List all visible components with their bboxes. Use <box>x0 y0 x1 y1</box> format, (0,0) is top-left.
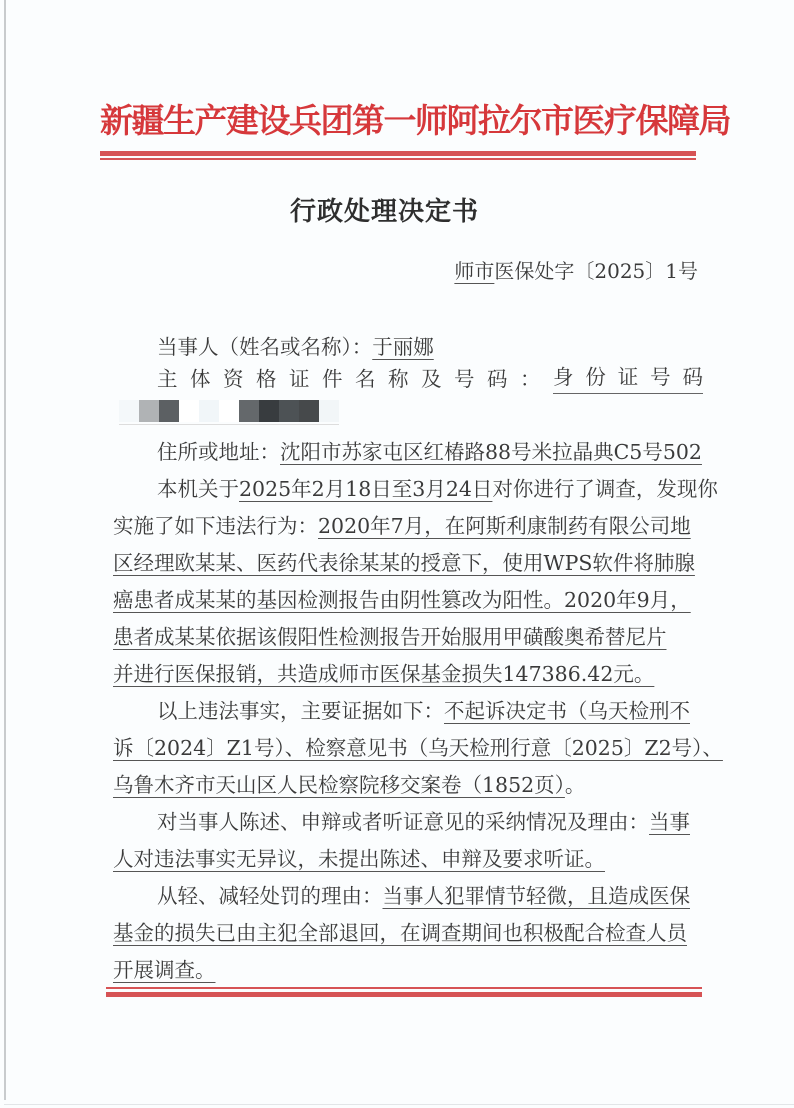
facts-line-6 <box>113 656 703 693</box>
id-label-char: 件 <box>322 367 343 391</box>
id-number-row <box>113 395 703 435</box>
facts-line-5 <box>113 619 703 656</box>
evidence-line-1 <box>113 693 703 730</box>
mitigation-text: 当事人犯罪情节轻微，且造成医保 <box>382 884 690 908</box>
mitigation-text: 开展调查。 <box>113 958 216 982</box>
statement-text: 人对违法事实无异议，未提出陈述、申辩及要求听证。 <box>113 847 605 871</box>
party-id-row <box>113 363 703 395</box>
facts-line-1 <box>113 471 718 508</box>
mitigation-line-1 <box>113 878 703 915</box>
violation-text: 患者成某某依据该假阳性检测报告开始服用甲磺酸奥希替尼片 <box>113 625 667 649</box>
document-number-rest: 医保处字〔2025〕1号 <box>494 259 698 283</box>
party-info <box>113 331 703 435</box>
id-label-char: 码 <box>487 367 508 391</box>
id-label-char: 资 <box>223 367 244 391</box>
evidence-text: 不起诉决定书（乌天检刑不 <box>444 699 690 723</box>
facts-text: 对你进行了调查，发现你 <box>492 477 718 501</box>
page-edge-shadow <box>4 0 6 1100</box>
id-label-char: 名 <box>355 367 376 391</box>
id-label-char: 格 <box>256 367 277 391</box>
id-value-char: 身 <box>553 365 574 389</box>
id-label-char: ： <box>520 367 541 391</box>
document-number <box>454 255 698 287</box>
document-body <box>113 434 723 989</box>
party-name-value: 于丽娜 <box>372 335 434 359</box>
id-value-char: 码 <box>682 365 703 389</box>
evidence-text: 乌鲁木齐市天山区人民检察院移交案卷（1852页） <box>113 773 565 797</box>
party-name-row <box>113 331 703 363</box>
id-label-char: 称 <box>388 367 409 391</box>
party-name-label: 当事人（姓名或名称）： <box>157 335 373 359</box>
footer-rule-thin <box>106 987 702 989</box>
document-title: 行政处理决定书 <box>290 197 480 227</box>
mitigation-label: 从轻、减轻处罚的理由： <box>157 884 383 908</box>
statement-label: 对当事人陈述、申辩或者听证意见的采纳情况及理由： <box>157 810 649 834</box>
evidence-text: 诉〔2024〕Z1号）、检察意见书（乌天检刑行意〔2025〕Z2号）、 <box>113 736 723 760</box>
facts-line-2 <box>113 508 703 545</box>
statement-line-1 <box>113 804 703 841</box>
id-number-redacted <box>119 400 339 425</box>
id-label-char: 主 <box>157 367 178 391</box>
id-label-char: 及 <box>421 367 442 391</box>
facts-line-3 <box>113 545 703 582</box>
address-row <box>113 434 703 471</box>
punctuation: 。 <box>564 773 586 797</box>
evidence-line-2 <box>113 730 723 767</box>
footer-rule-thick <box>106 992 702 997</box>
violation-text: 癌患者成某某的基因检测报告由阴性篡改为阳性。2020年9月， <box>113 588 691 612</box>
address-label: 住所或地址： <box>157 440 280 464</box>
statement-line-2 <box>113 841 703 878</box>
violation-text: 并进行医保报销，共造成师市医保基金损失147386.42元。 <box>113 662 655 686</box>
id-label-char: 证 <box>289 367 310 391</box>
evidence-label: 以上违法事实，主要证据如下： <box>157 699 444 723</box>
evidence-line-3 <box>113 767 703 804</box>
investigation-dates: 2025年2月18日至3月24日 <box>239 477 493 501</box>
organization-header: 新疆生产建设兵团第一师阿拉尔市医疗保障局 <box>100 101 730 140</box>
page-edge-bottom <box>4 1104 794 1105</box>
id-type-value <box>553 363 703 394</box>
facts-text: 本机关于 <box>157 477 239 501</box>
statement-text: 当事 <box>649 810 690 834</box>
facts-line-4 <box>113 582 703 619</box>
id-label-char: 号 <box>454 367 475 391</box>
violation-text: 区经理欧某某、医药代表徐某某的授意下，使用WPS软件将肺腺 <box>113 551 695 575</box>
id-value-char: 份 <box>585 365 606 389</box>
facts-text: 实施了如下违法行为： <box>113 514 318 538</box>
mitigation-line-2 <box>113 915 703 952</box>
id-label-char: 体 <box>190 367 211 391</box>
id-value-char: 号 <box>650 365 671 389</box>
address-value: 沈阳市苏家屯区红椿路88号米拉晶典C5号502 <box>280 440 702 464</box>
violation-text: 2020年7月，在阿斯利康制药有限公司地 <box>318 514 691 538</box>
document-number-prefix: 师市 <box>454 259 495 283</box>
mitigation-text: 基金的损失已由主犯全部退回，在调查期间也积极配合检查人员 <box>113 921 687 945</box>
header-rule-thin <box>100 158 696 160</box>
header-rule-thick <box>100 151 696 156</box>
mitigation-line-3 <box>113 952 703 989</box>
id-value-char: 证 <box>617 365 639 389</box>
